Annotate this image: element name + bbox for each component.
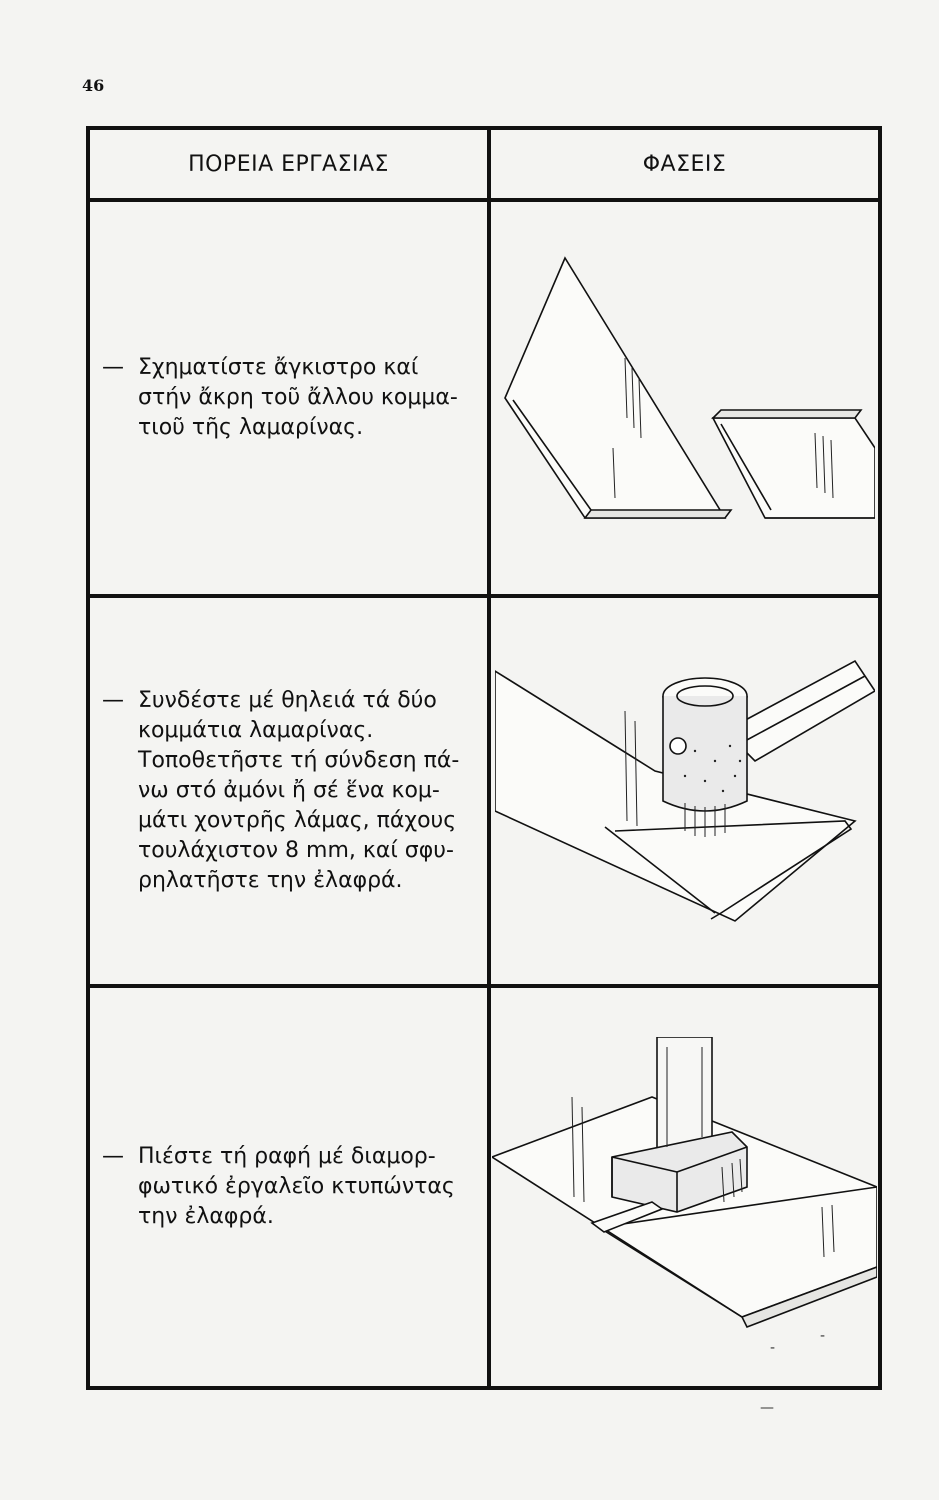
step-2-line-5: μάτι χοντρῆς λάμας, πάχους [138,808,457,833]
step-dash: — [102,1144,124,1169]
hammer-seam-drawing [495,651,875,931]
scan-speck: ‐ [770,1340,776,1356]
step-1-line-2: στήν ἄκρη τοῦ ἄλλου κομμα- [138,385,458,410]
step-3-line-1: Πιέστε τή ραφή μέ διαμορ- [138,1144,436,1169]
step-2-line-3: Τοποθετῆστε τή σύνδεση πά- [138,748,460,773]
step-1-illustration [491,202,878,594]
procedure-table [86,126,882,1390]
grooving-tool-drawing [492,1037,877,1337]
scan-speck: — [760,1400,774,1416]
step-3-line-3: την ἐλαφρά. [138,1204,274,1229]
step-2-line-1: Συνδέστε μέ θηλειά τά δύο [138,688,437,713]
header-work-procedure: ΠΟΡΕΙΑ ΕΡΓΑΣΙΑΣ [188,151,389,177]
step-3-illustration [491,988,878,1386]
step-3-instruction [90,988,487,1386]
step-1-line-3: τιοῦ τῆς λαμαρίνας. [138,415,364,440]
step-dash: — [102,688,124,713]
step-2-line-6: τουλάχιστον 8 mm, καί σφυ- [138,838,454,863]
step-2-line-7: ρηλατῆστε την ἐλαφρά. [138,868,403,893]
step-1-instruction [90,202,487,594]
step-2-line-2: κομμάτια λαμαρίνας. [138,718,374,743]
hooked-sheets-drawing [495,248,875,548]
scan-speck: - [820,1328,826,1344]
step-3-line-2: φωτικό ἐργαλεῖο κτυπώντας [138,1174,455,1199]
step-2-instruction [90,598,487,984]
table-header [90,130,878,202]
step-2-line-4: νω στό ἀμόνι ἤ σέ ἕνα κομ- [138,778,440,803]
header-phases: ΦΑΣΕΙΣ [642,151,727,177]
page-number: 46 [82,76,105,95]
step-1-line-1: Σχηματίστε ἄγκιστρο καί [138,355,419,380]
step-dash: — [102,355,124,380]
step-2-illustration [491,598,878,984]
